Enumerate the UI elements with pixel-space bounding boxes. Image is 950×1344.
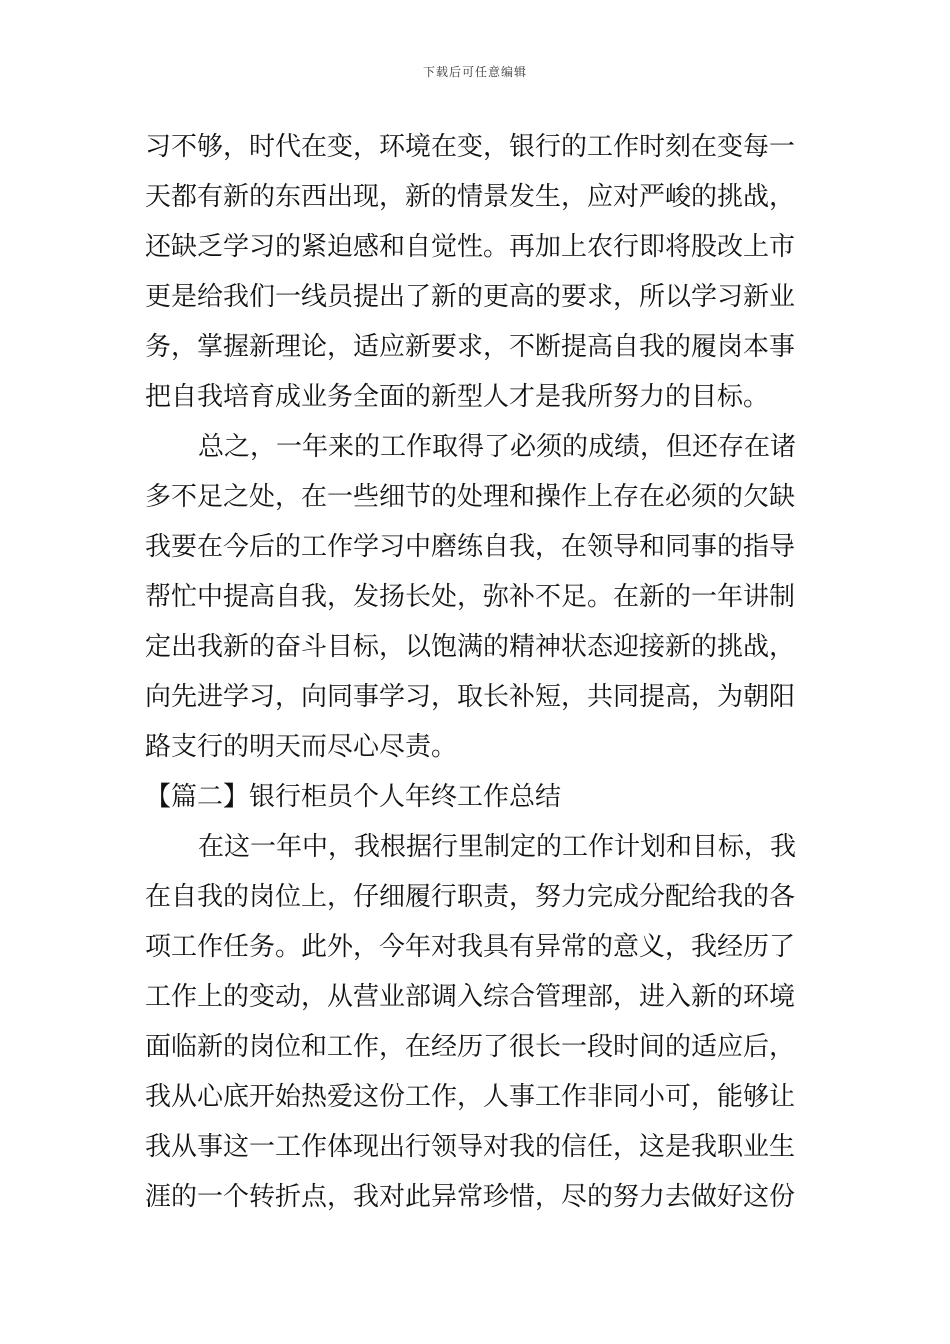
text-line: 在这一年中，我根据行里制定的工作计划和目标，我 (198, 832, 797, 862)
text-line: 定出我新的奋斗目标，以饱满的精神状态迎接新的挑战， (145, 632, 796, 662)
text-line: 涯的一个转折点，我对此异常珍惜，尽的努力去做好这份 (145, 1182, 796, 1212)
text-line: 路支行的明天而尽心尽责。 (145, 732, 458, 762)
text-line: 把自我培育成业务全面的新型人才是我所努力的目标。 (145, 382, 770, 412)
page-header: 下载后可任意编辑 (422, 65, 527, 79)
text-line: 还缺乏学习的紧迫感和自觉性。再加上农行即将股改上市 (145, 232, 796, 262)
text-line: 项工作任务。此外，今年对我具有异常的意义，我经历了 (145, 932, 796, 962)
text-line: 我从事这一工作体现出行领导对我的信任，这是我职业生 (145, 1132, 796, 1162)
text-line: 多不足之处，在一些细节的处理和操作上存在必须的欠缺 (145, 482, 796, 512)
text-line: 帮忙中提高自我，发扬长处，弥补不足。在新的一年讲制 (145, 582, 796, 612)
text-line: 总之，一年来的工作取得了必须的成绩，但还存在诸 (198, 432, 797, 462)
document-body (145, 122, 807, 1222)
text-line: 天都有新的东西出现，新的情景发生，应对严峻的挑战， (145, 182, 796, 212)
text-line: 务，掌握新理论，适应新要求，不断提高自我的履岗本事 (145, 332, 796, 362)
text-line: 我要在今后的工作学习中磨练自我，在领导和同事的指导 (145, 532, 796, 562)
text-line: 在自我的岗位上，仔细履行职责，努力完成分配给我的各 (145, 882, 796, 912)
text-line: 我从心底开始热爱这份工作，人事工作非同小可，能够让 (145, 1082, 796, 1112)
text-line: 更是给我们一线员提出了新的更高的要求，所以学习新业 (145, 282, 796, 312)
text-line: 面临新的岗位和工作，在经历了很长一段时间的适应后， (145, 1032, 796, 1062)
section-heading: 【篇二】银行柜员个人年终工作总结 (145, 782, 562, 812)
text-line: 工作上的变动，从营业部调入综合管理部，进入新的环境 (145, 982, 796, 1012)
text-line: 习不够，时代在变，环境在变，银行的工作时刻在变每一 (145, 132, 796, 162)
text-line: 向先进学习，向同事学习，取长补短，共同提高，为朝阳 (145, 682, 796, 712)
